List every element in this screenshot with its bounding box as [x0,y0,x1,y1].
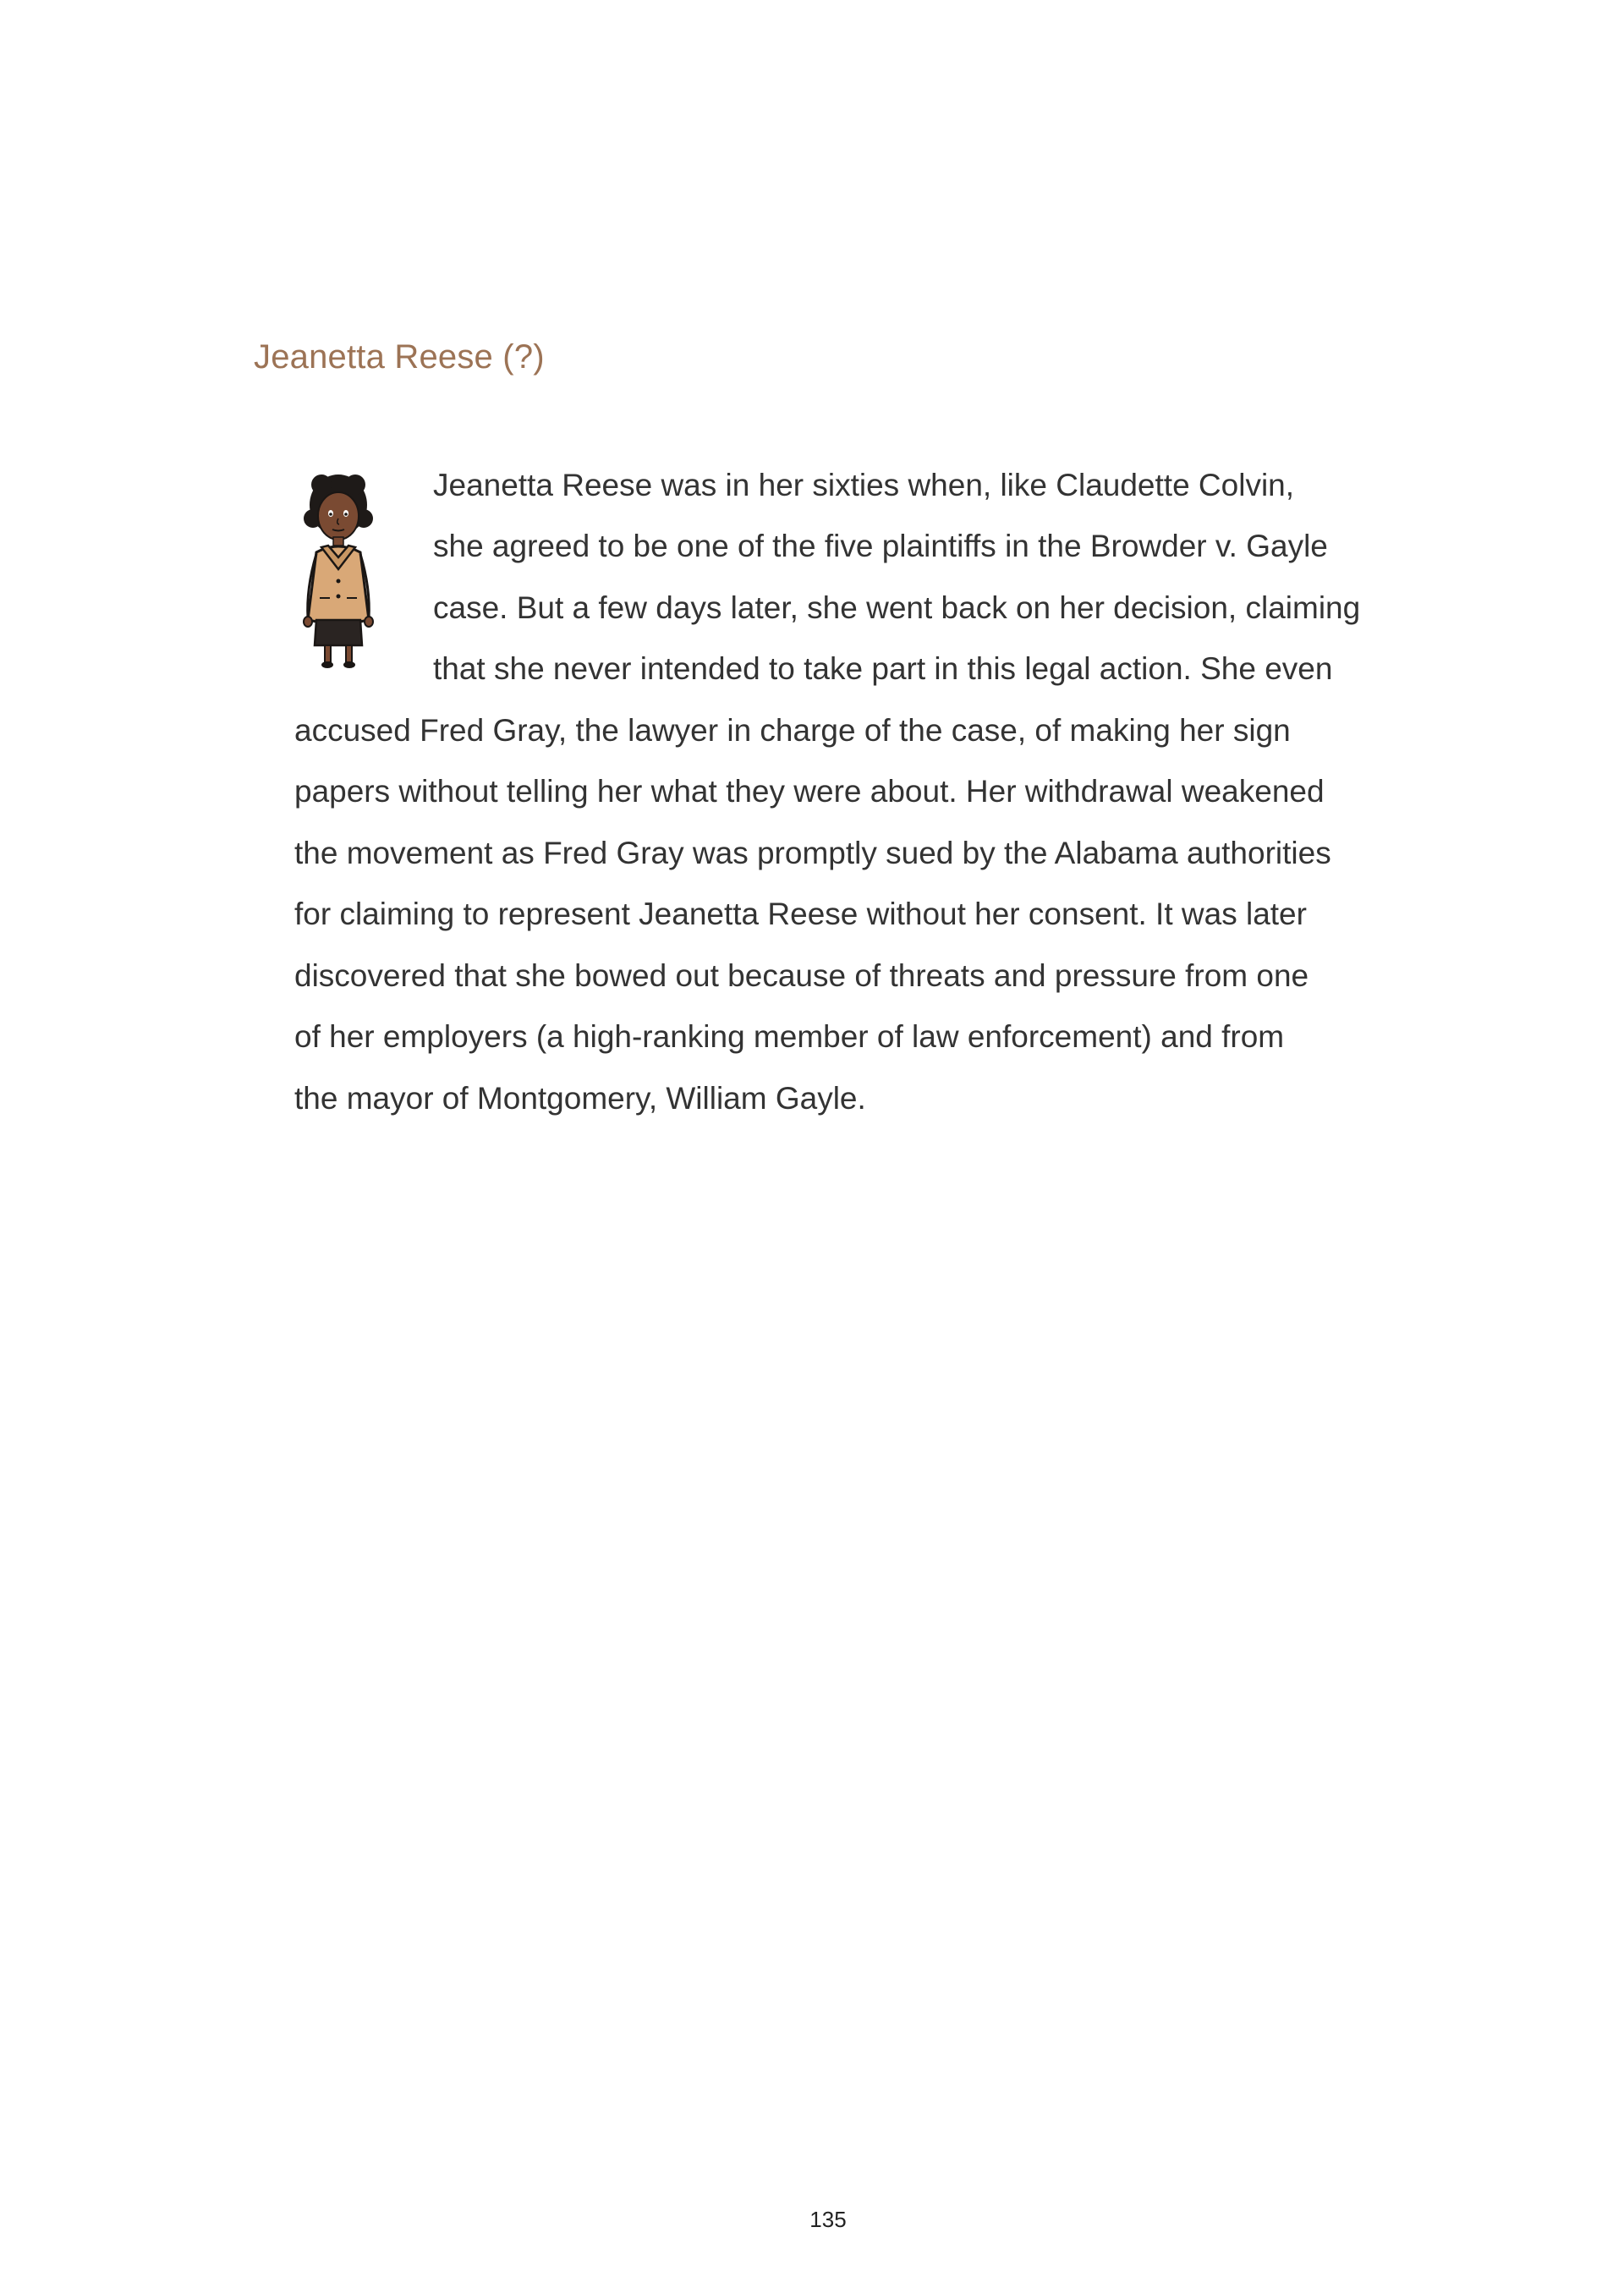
paragraph-line: accused Fred Gray, the lawyer in charge of the case, of making her sign [294,713,1291,748]
paragraph-line: the movement as Fred Gray was promptly sued by the Alabama authorities [294,836,1331,870]
paragraph-line: she agreed to be one of the five plaintiffs in the Browder v. Gayle [433,529,1328,563]
section-heading: Jeanetta Reese (?) [254,338,545,376]
paragraph-line: the mayor of Montgomery, William Gayle. [294,1081,866,1116]
paragraph-line: of her employers (a high-ranking member of law enforcement) and from [294,1019,1285,1054]
page-number: 135 [809,2207,847,2232]
paragraph-line: Jeanetta Reese was in her sixties when, like Claudette Colvin, [433,468,1295,502]
woman-in-coat-illustration-icon [296,469,381,672]
paragraph-line: that she never intended to take part in this legal action. She even [433,651,1333,686]
paragraph-line: case. But a few days later, she went back on her decision, claiming [433,590,1361,625]
paragraph-line: papers without telling her what they were about. Her withdrawal weakened [294,774,1325,809]
paragraph-line: discovered that she bowed out because of threats and pressure from one [294,958,1309,993]
paragraph-line: for claiming to represent Jeanetta Reese without her consent. It was later [294,897,1307,931]
